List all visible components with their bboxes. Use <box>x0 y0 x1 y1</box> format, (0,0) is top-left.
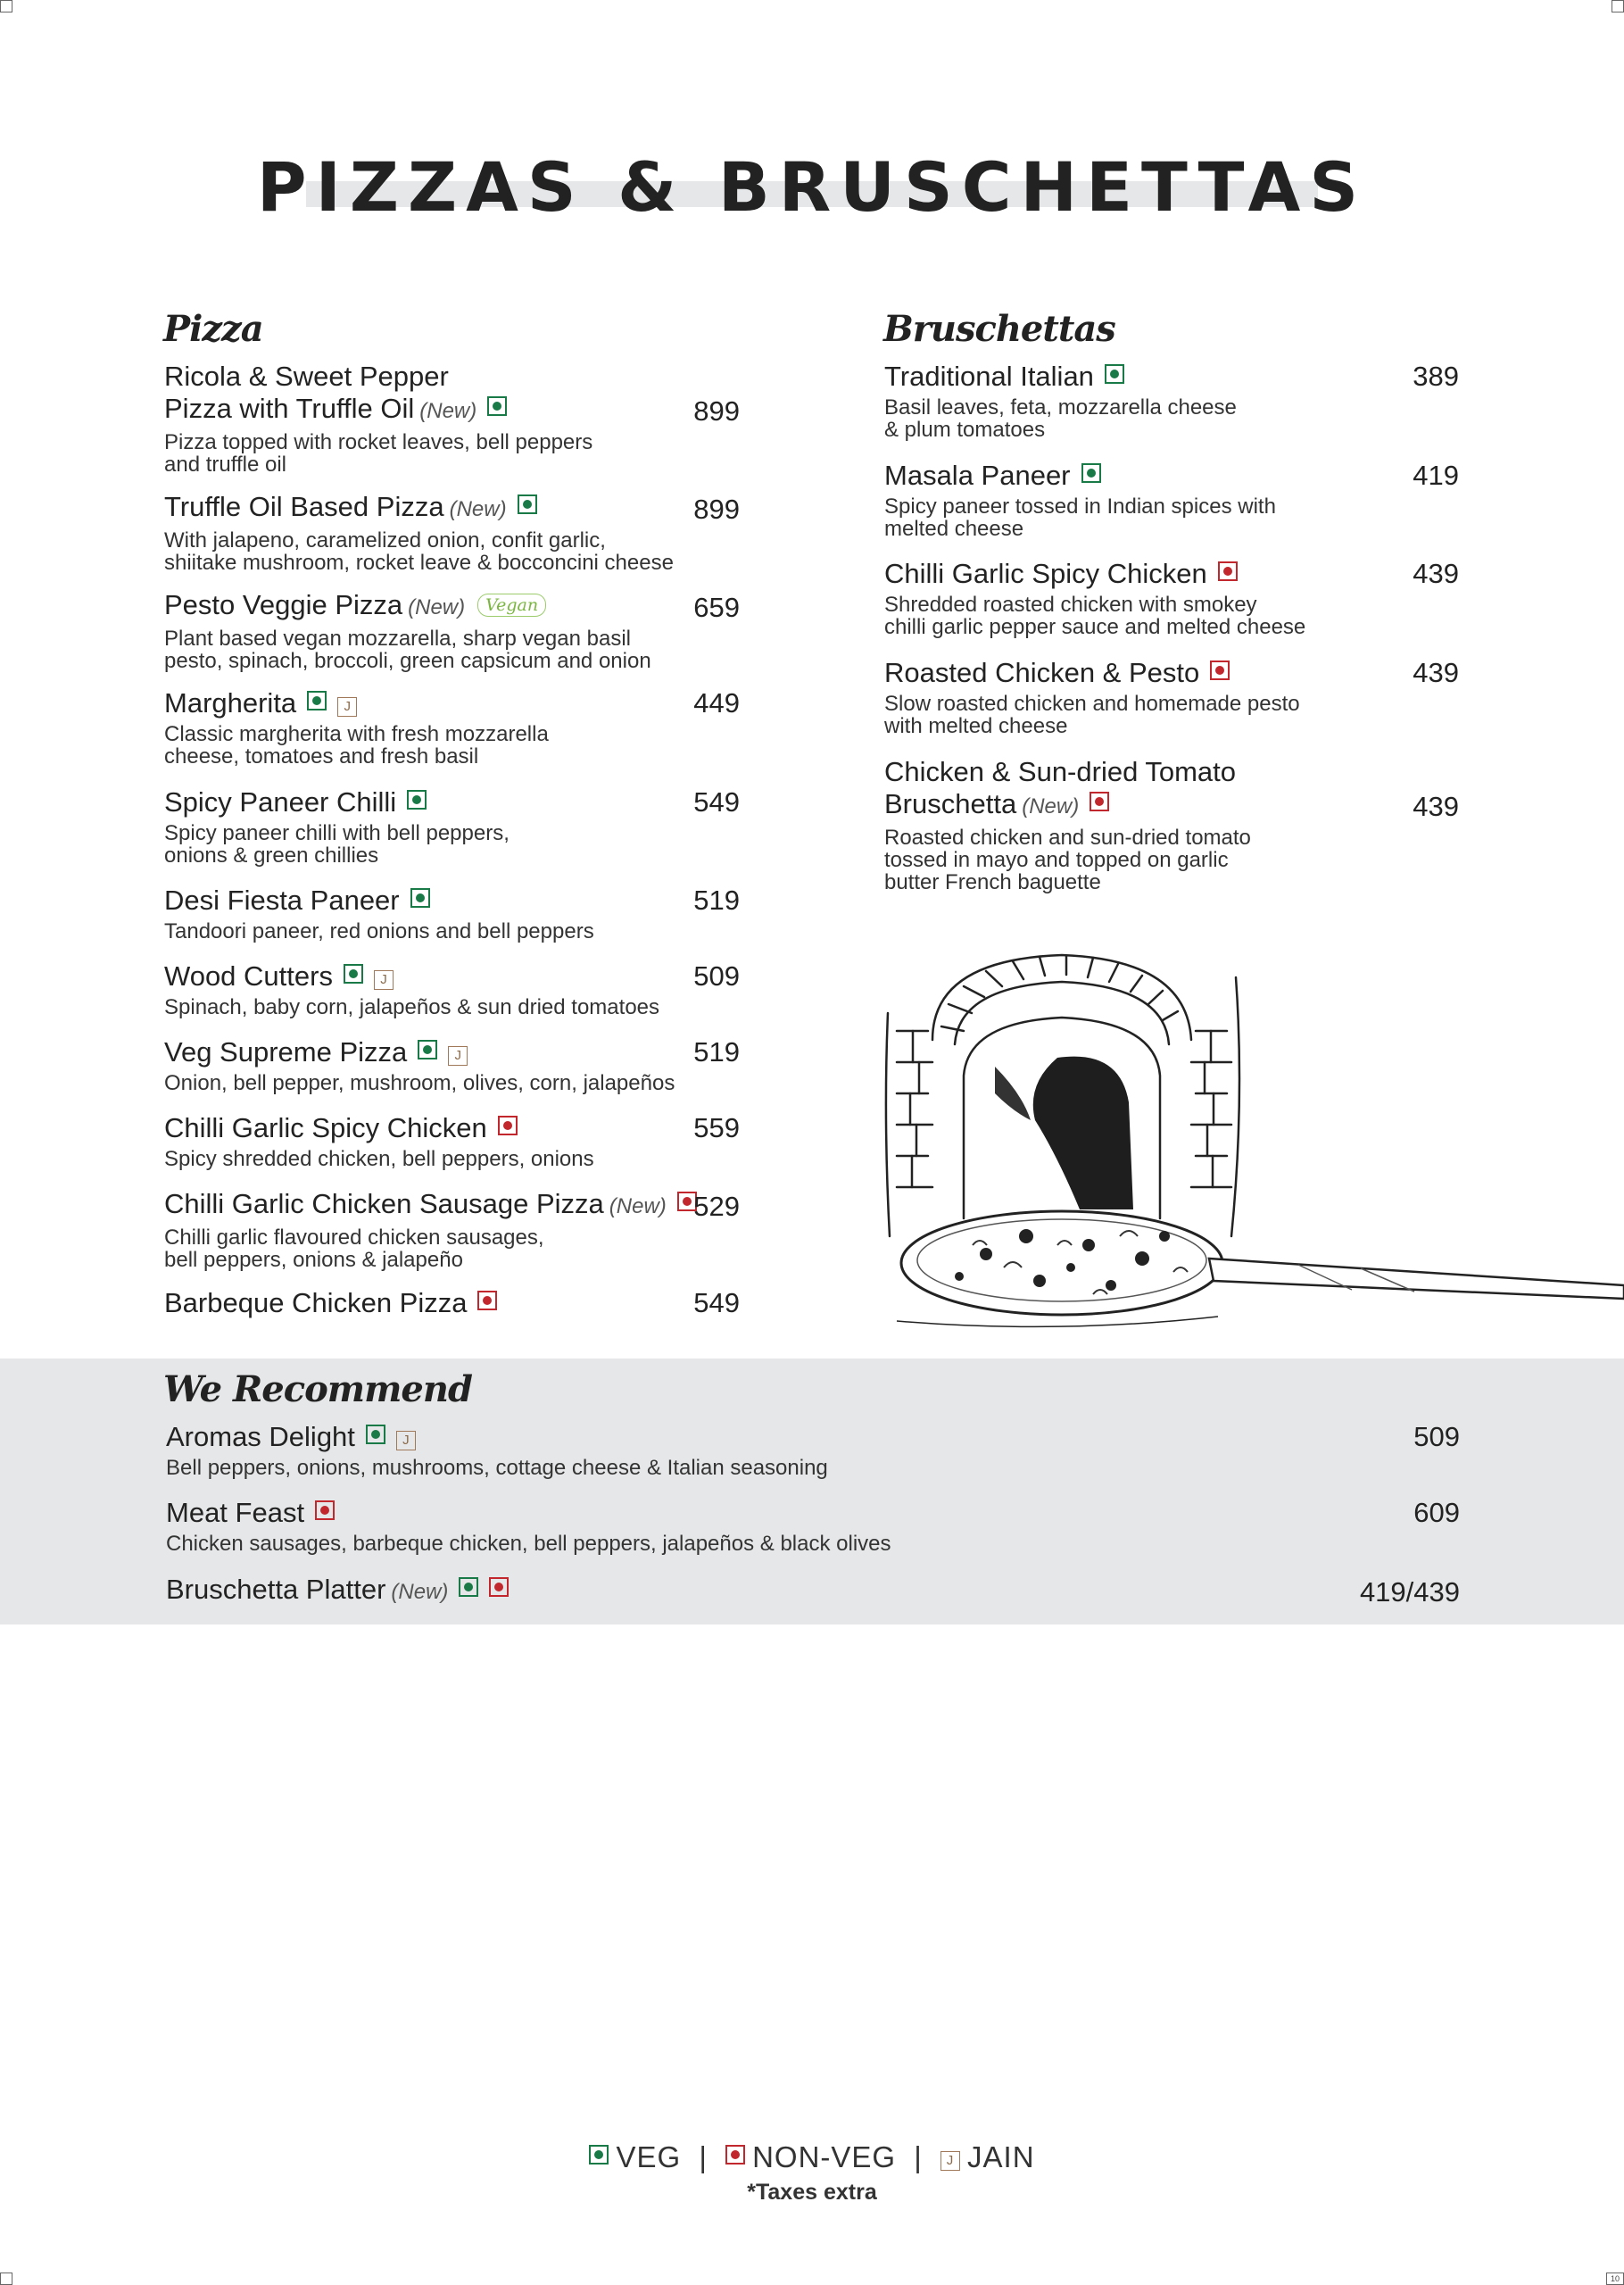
item-desc: Shredded roasted chicken with smokey <box>884 593 1257 617</box>
nonveg-icon <box>1210 661 1230 680</box>
item-price: 519 <box>693 885 740 916</box>
menu-item <box>164 589 740 672</box>
nonveg-icon <box>498 1116 518 1135</box>
veg-icon <box>518 494 537 514</box>
item-name: Bruschetta Platter <box>166 1574 386 1605</box>
menu-item <box>164 687 740 768</box>
item-price: 389 <box>1413 361 1459 392</box>
veg-icon <box>1081 463 1101 483</box>
item-desc: bell peppers, onions & jalapeño <box>164 1248 463 1272</box>
item-desc: Chilli garlic flavoured chicken sausages, <box>164 1226 544 1250</box>
item-name: Truffle Oil Based Pizza <box>164 491 444 522</box>
new-tag: (New) <box>449 497 507 521</box>
section-heading-pizza: Pizza <box>163 308 263 350</box>
item-price: 439 <box>1413 558 1459 589</box>
menu-item <box>166 1574 1460 1608</box>
item-name: Ricola & Sweet Pepper <box>164 361 449 392</box>
item-desc: Pizza topped with rocket leaves, bell peppers <box>164 430 593 454</box>
item-price: 549 <box>693 1287 740 1318</box>
veg-icon <box>410 888 430 908</box>
item-desc: onions & green chillies <box>164 843 379 868</box>
item-name: Wood Cutters <box>164 960 333 992</box>
veg-icon <box>487 396 507 416</box>
item-desc: Slow roasted chicken and homemade pesto <box>884 692 1300 716</box>
veg-icon <box>459 1577 478 1597</box>
item-name: Barbeque Chicken Pizza <box>164 1287 468 1318</box>
item-name: Spicy Paneer Chilli <box>164 786 397 818</box>
veg-icon <box>1105 364 1124 384</box>
taxes-note: *Taxes extra <box>747 2180 877 2205</box>
item-price: 529 <box>693 1191 740 1222</box>
item-desc: Chicken sausages, barbeque chicken, bell peppers, jalapeños & black olives <box>166 1532 891 1556</box>
item-desc: chilli garlic pepper sauce and melted cheese <box>884 615 1306 639</box>
menu-item <box>166 1421 1460 1479</box>
item-price: 609 <box>1413 1497 1460 1528</box>
item-desc: Spicy shredded chicken, bell peppers, onions <box>164 1147 594 1171</box>
item-desc: Plant based vegan mozzarella, sharp vegan basil <box>164 627 631 651</box>
crop-mark <box>1612 0 1624 12</box>
menu-item <box>164 1188 740 1271</box>
item-name: Chilli Garlic Spicy Chicken <box>164 1112 487 1143</box>
item-name: Chicken & Sun-dried Tomato <box>884 756 1237 787</box>
item-name: Meat Feast <box>166 1497 305 1528</box>
nonveg-icon <box>489 1577 509 1597</box>
item-desc: with melted cheese <box>884 714 1068 738</box>
menu-item <box>164 786 740 867</box>
item-desc: pesto, spinach, broccoli, green capsicum and onion <box>164 649 651 673</box>
item-desc: Onion, bell pepper, mushroom, olives, corn, jalapeños <box>164 1071 675 1095</box>
item-desc: and truffle oil <box>164 453 286 477</box>
diet-legend <box>0 2140 1624 2174</box>
item-price: 899 <box>693 395 740 427</box>
crop-mark <box>0 2273 12 2285</box>
jain-icon: J <box>396 1431 416 1450</box>
nonveg-icon <box>725 2145 745 2165</box>
item-price: 439 <box>1413 791 1459 822</box>
item-desc: Basil leaves, feta, mozzarella cheese <box>884 395 1237 420</box>
veg-icon <box>366 1425 385 1444</box>
vegan-leaf-icon: Vegan <box>477 594 546 617</box>
new-tag: (New) <box>609 1194 667 1218</box>
legend-jain: JAIN <box>967 2140 1035 2173</box>
item-name: Traditional Italian <box>884 361 1094 392</box>
menu-item <box>884 756 1459 893</box>
item-price: 519 <box>693 1036 740 1068</box>
legend-separator: | <box>699 2140 708 2173</box>
item-name: Roasted Chicken & Pesto <box>884 657 1200 688</box>
item-desc: & plum tomatoes <box>884 418 1046 442</box>
item-desc: Roasted chicken and sun-dried tomato <box>884 826 1251 850</box>
veg-icon <box>589 2145 609 2165</box>
veg-icon <box>418 1040 437 1059</box>
new-tag: (New) <box>419 399 477 423</box>
item-name: Desi Fiesta Paneer <box>164 885 400 916</box>
item-name: Pesto Veggie Pizza <box>164 589 403 620</box>
pizza-oven-illustration <box>879 942 1624 1343</box>
veg-icon <box>344 964 363 984</box>
menu-item <box>164 1036 740 1094</box>
jain-icon: J <box>940 2151 960 2171</box>
item-name: Masala Paneer <box>884 460 1071 491</box>
veg-icon <box>407 790 427 810</box>
item-price: 899 <box>693 494 740 525</box>
menu-item <box>164 491 740 574</box>
menu-item <box>884 558 1459 638</box>
item-desc: Classic margherita with fresh mozzarella <box>164 722 549 746</box>
menu-item <box>884 361 1459 441</box>
section-heading-recommend: We Recommend <box>163 1368 472 1410</box>
new-tag: (New) <box>391 1580 449 1604</box>
item-name: Chilli Garlic Spicy Chicken <box>884 558 1207 589</box>
menu-item <box>884 460 1459 540</box>
item-name: Pizza with Truffle Oil <box>164 393 415 424</box>
jain-icon: J <box>448 1046 468 1066</box>
menu-item <box>166 1497 1460 1555</box>
item-desc: butter French baguette <box>884 870 1101 894</box>
item-price: 419 <box>1413 460 1459 491</box>
nonveg-icon <box>1218 561 1238 581</box>
jain-icon: J <box>374 970 394 990</box>
item-price: 659 <box>693 592 740 623</box>
item-name: Margherita <box>164 687 297 719</box>
item-price: 559 <box>693 1112 740 1143</box>
item-desc: Spinach, baby corn, jalapeños & sun dried tomatoes <box>164 995 660 1019</box>
item-desc: Spicy paneer chilli with bell peppers, <box>164 821 510 845</box>
item-desc: Tandoori paneer, red onions and bell peppers <box>164 919 594 943</box>
legend-separator: | <box>914 2140 923 2173</box>
item-desc: cheese, tomatoes and fresh basil <box>164 744 479 769</box>
item-desc: shiitake mushroom, rocket leave & bocconcini cheese <box>164 551 674 575</box>
item-price: 509 <box>1413 1421 1460 1452</box>
menu-item <box>164 885 740 943</box>
item-name: Aromas Delight <box>166 1421 355 1452</box>
legend-veg: VEG <box>616 2140 682 2173</box>
item-price: 439 <box>1413 657 1459 688</box>
nonveg-icon <box>477 1291 497 1310</box>
item-price: 449 <box>693 687 740 719</box>
menu-item <box>164 1112 740 1170</box>
item-desc: melted cheese <box>884 517 1024 541</box>
section-heading-bruschettas: Bruschettas <box>883 308 1115 350</box>
item-desc: tossed in mayo and topped on garlic <box>884 848 1229 872</box>
item-desc: With jalapeno, caramelized onion, confit garlic, <box>164 528 606 553</box>
item-price: 509 <box>693 960 740 992</box>
item-price: 419/439 <box>1359 1576 1460 1608</box>
new-tag: (New) <box>408 595 466 619</box>
item-name: Veg Supreme Pizza <box>164 1036 408 1068</box>
menu-item <box>164 960 740 1018</box>
new-tag: (New) <box>1022 794 1080 818</box>
legend-nonveg: NON-VEG <box>752 2140 897 2173</box>
menu-item <box>164 1287 740 1319</box>
page-number: 10 <box>1606 2273 1624 2285</box>
veg-icon <box>307 691 327 710</box>
menu-item <box>164 361 740 476</box>
crop-mark <box>0 0 12 12</box>
nonveg-icon <box>315 1500 335 1520</box>
page-title: PIZZAS & BRUSCHETTAS <box>256 147 1368 227</box>
item-price: 549 <box>693 786 740 818</box>
item-name: Bruschetta <box>884 788 1017 819</box>
nonveg-icon <box>1090 792 1109 811</box>
jain-icon: J <box>337 697 357 717</box>
item-desc: Bell peppers, onions, mushrooms, cottage cheese & Italian seasoning <box>166 1456 828 1480</box>
item-desc: Spicy paneer tossed in Indian spices with <box>884 494 1276 519</box>
menu-item <box>884 657 1459 737</box>
item-name: Chilli Garlic Chicken Sausage Pizza <box>164 1188 604 1219</box>
